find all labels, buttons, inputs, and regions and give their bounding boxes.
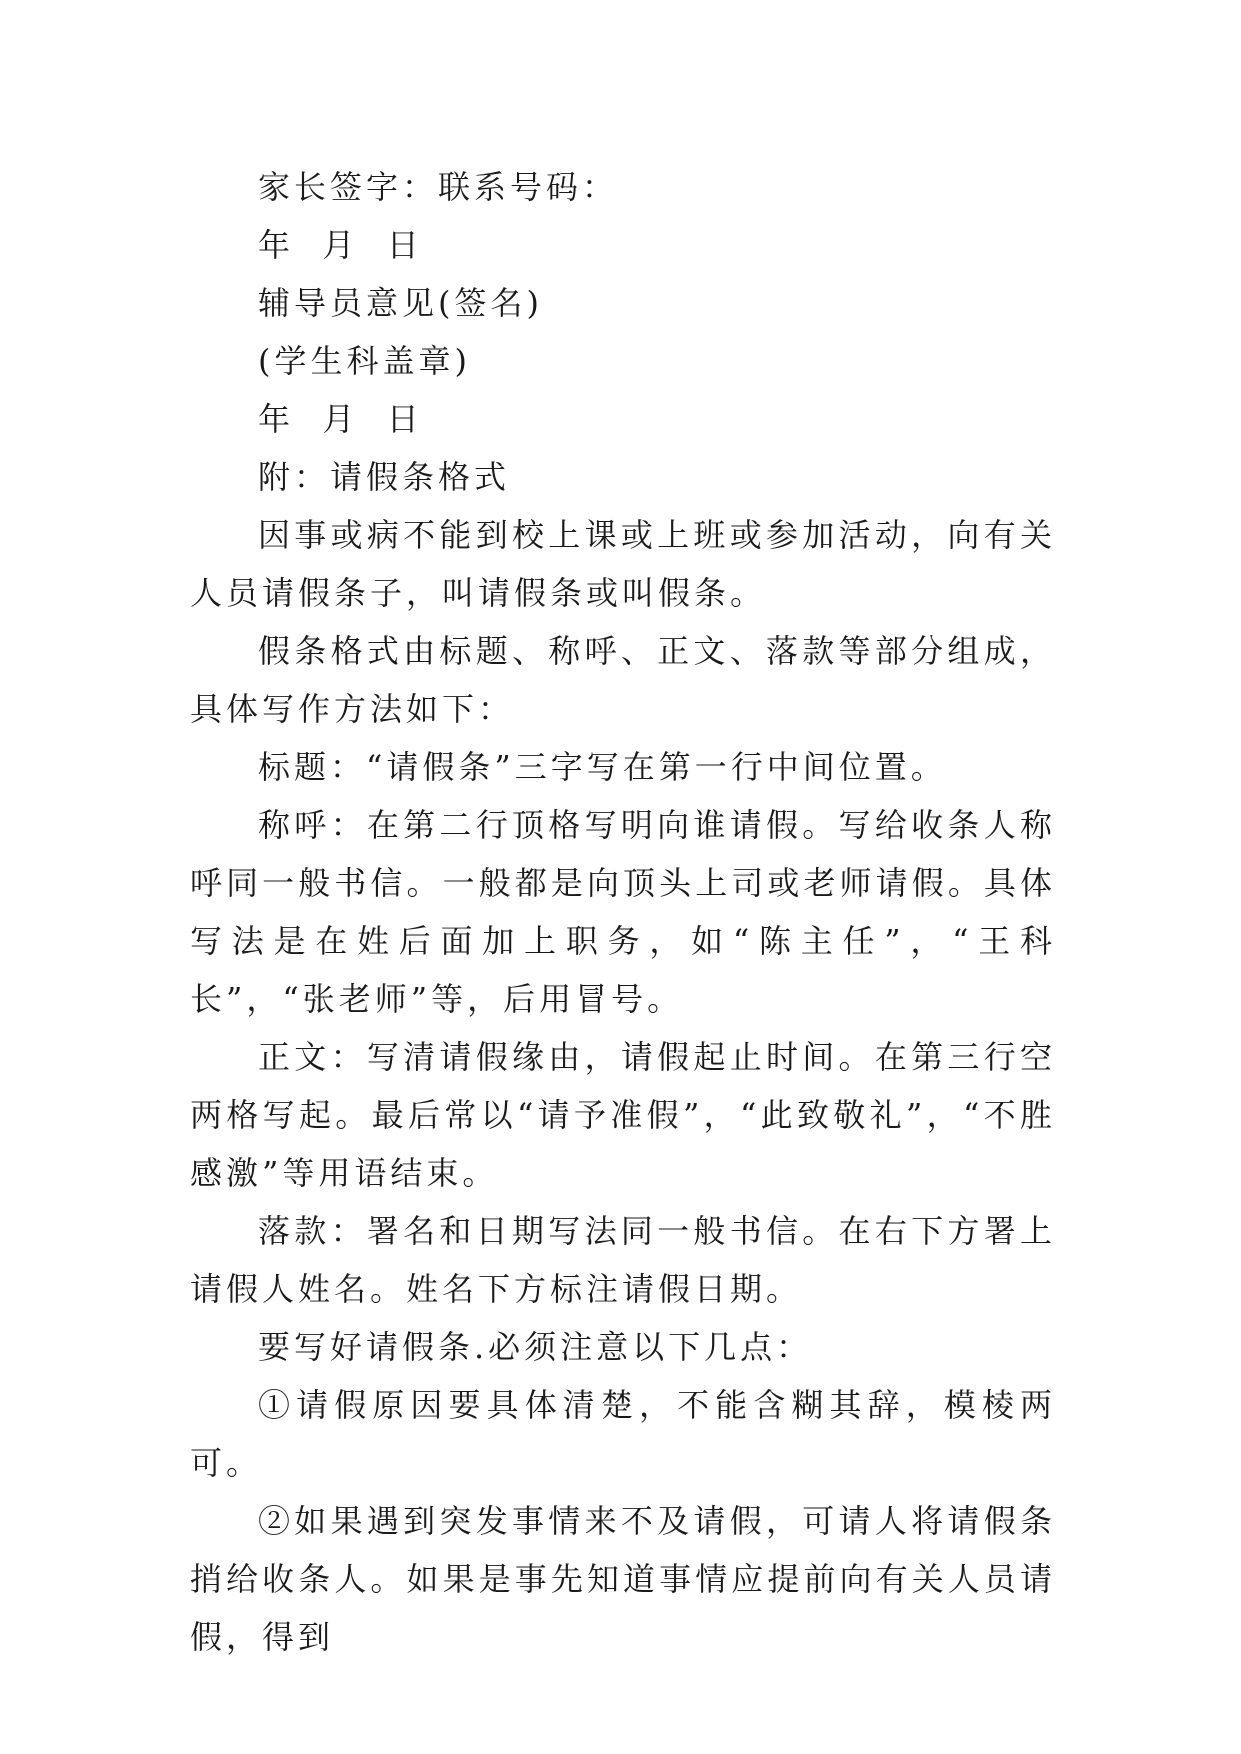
- student-office-seal-line: (学生科盖章): [258, 342, 471, 380]
- date-line: 年 月 日: [258, 226, 423, 264]
- salutation-rule-paragraph: 称呼：在第二行顶格写明向谁请假。写给收条人称呼同一般书信。一般都是向顶头上司或老师请假。具体写法是在姓后面加上职务，如“陈主任”，“王科长”，“张老师”等，后用冒号。: [190, 806, 1056, 1018]
- format-overview-paragraph: 假条格式由标题、称呼、正文、落款等部分组成，具体写作方法如下：: [190, 632, 1056, 728]
- note-1-paragraph: ①请假原因要具体清楚，不能含糊其辞，模棱两可。: [190, 1386, 1056, 1482]
- signature-rule-paragraph: 落款：署名和日期写法同一般书信。在右下方署上请假人姓名。姓名下方标注请假日期。: [190, 1212, 1056, 1308]
- document-body: [190, 158, 1056, 1666]
- notes-intro-paragraph: 要写好请假条.必须注意以下几点：: [258, 1328, 813, 1366]
- intro-paragraph: 因事或病不能到校上课或上班或参加活动，向有关人员请假条子，叫请假条或叫假条。: [190, 516, 1056, 612]
- parent-signature-line: 家长签字：联系号码：: [258, 168, 619, 206]
- title-rule-paragraph: 标题：“请假条”三字写在第一行中间位置。: [258, 748, 947, 786]
- body-rule-paragraph: 正文：写清请假缘由，请假起止时间。在第三行空两格写起。最后常以“请予准假”，“此致敬礼”，“不胜感激”等用语结束。: [190, 1038, 1056, 1192]
- note-2-paragraph: ②如果遇到突发事情来不及请假，可请人将请假条捎给收条人。如果是事先知道事情应提前向有关人员请假，得到: [190, 1502, 1056, 1656]
- counselor-opinion-line: 辅导员意见(签名): [258, 284, 543, 322]
- date-line-2: 年 月 日: [258, 400, 423, 438]
- appendix-title: 附：请假条格式: [258, 458, 511, 496]
